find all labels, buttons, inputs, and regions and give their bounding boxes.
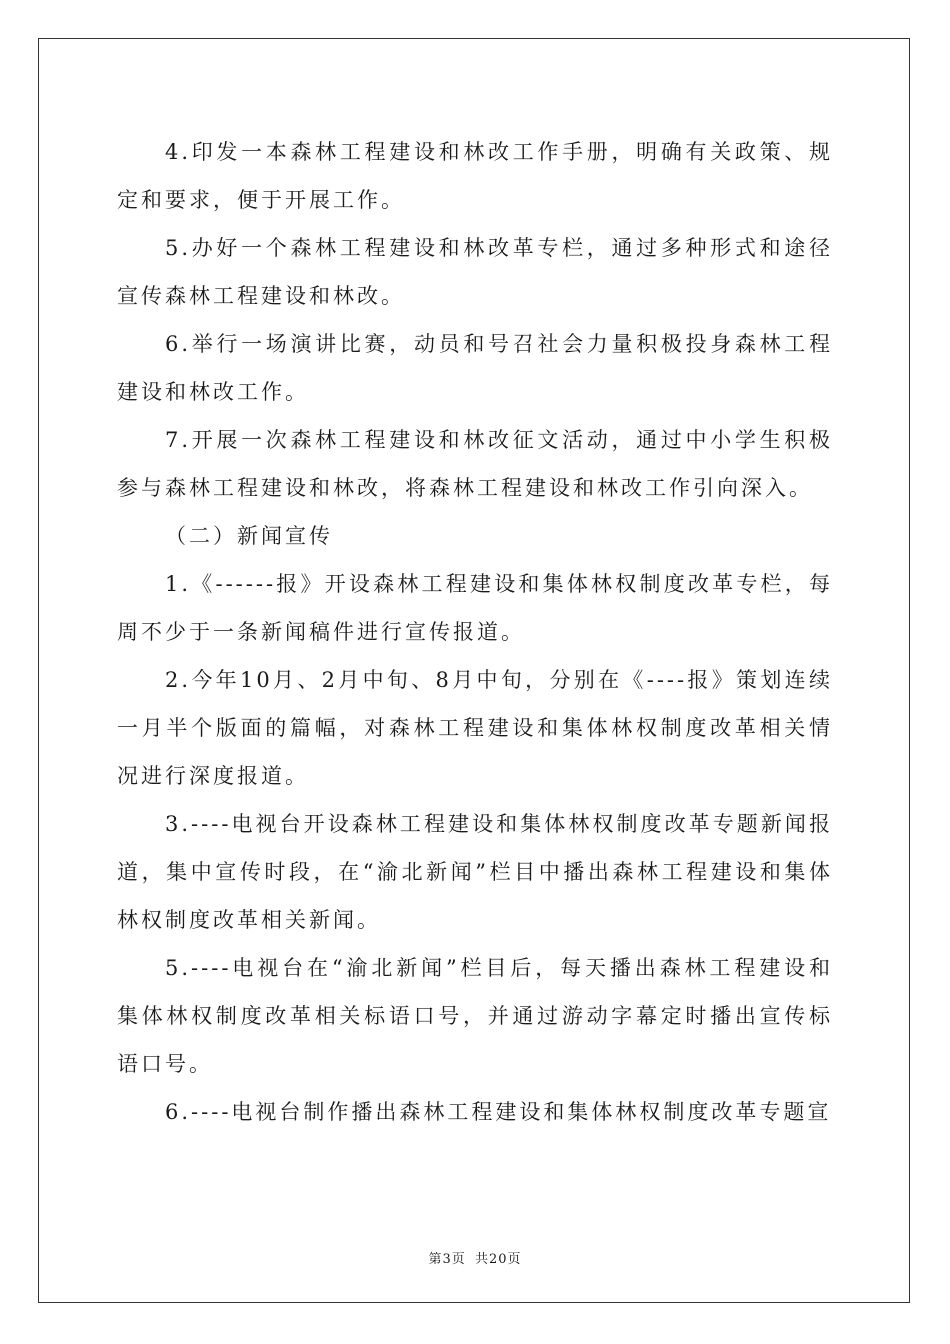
paragraph-news-6: 6.----电视台制作播出森林工程建设和集体林权制度改革专题宣: [165, 1100, 832, 1124]
paragraph-item-5: 5.办好一个森林工程建设和林改革专栏，通过多种形式和途径宣传森林工程建设和林改。: [117, 236, 833, 308]
paragraph-news-1: 1.《------报》开设森林工程建设和集体林权制度改革专栏，每周不少于一条新闻稿件进行宣传报道。: [117, 572, 833, 644]
paragraph-news-3: 3.----电视台开设森林工程建设和集体林权制度改革专题新闻报道，集中宣传时段，在“渝北新闻”栏目中播出森林工程建设和集体林权制度改革相关新闻。: [117, 812, 833, 932]
document-body: [117, 128, 833, 1136]
paragraph-item-4: 4.印发一本森林工程建设和林改工作手册，明确有关政策、规定和要求，便于开展工作。: [117, 140, 833, 212]
page-number: 第3页: [428, 1252, 466, 1267]
paragraph-item-6: 6.举行一场演讲比赛，动员和号召社会力量积极投身森林工程建设和林改工作。: [117, 332, 833, 404]
paragraph-news-2: 2.今年10月、2月中旬、8月中旬，分别在《----报》策划连续一月半个版面的篇幅，对森林工程建设和集体林权制度改革相关情况进行深度报道。: [117, 668, 833, 788]
page-footer: [0, 1248, 950, 1267]
total-pages: 共20页: [474, 1252, 522, 1267]
paragraph-news-5: 5.----电视台在“渝北新闻”栏目后，每天播出森林工程建设和集体林权制度改革相关标语口号，并通过游动字幕定时播出宣传标语口号。: [117, 956, 833, 1076]
paragraph-item-7: 7.开展一次森林工程建设和林改征文活动，通过中小学生积极参与森林工程建设和林改，将森林工程建设和林改工作引向深入。: [117, 428, 833, 500]
section-heading-news: （二）新闻宣传: [165, 524, 333, 548]
